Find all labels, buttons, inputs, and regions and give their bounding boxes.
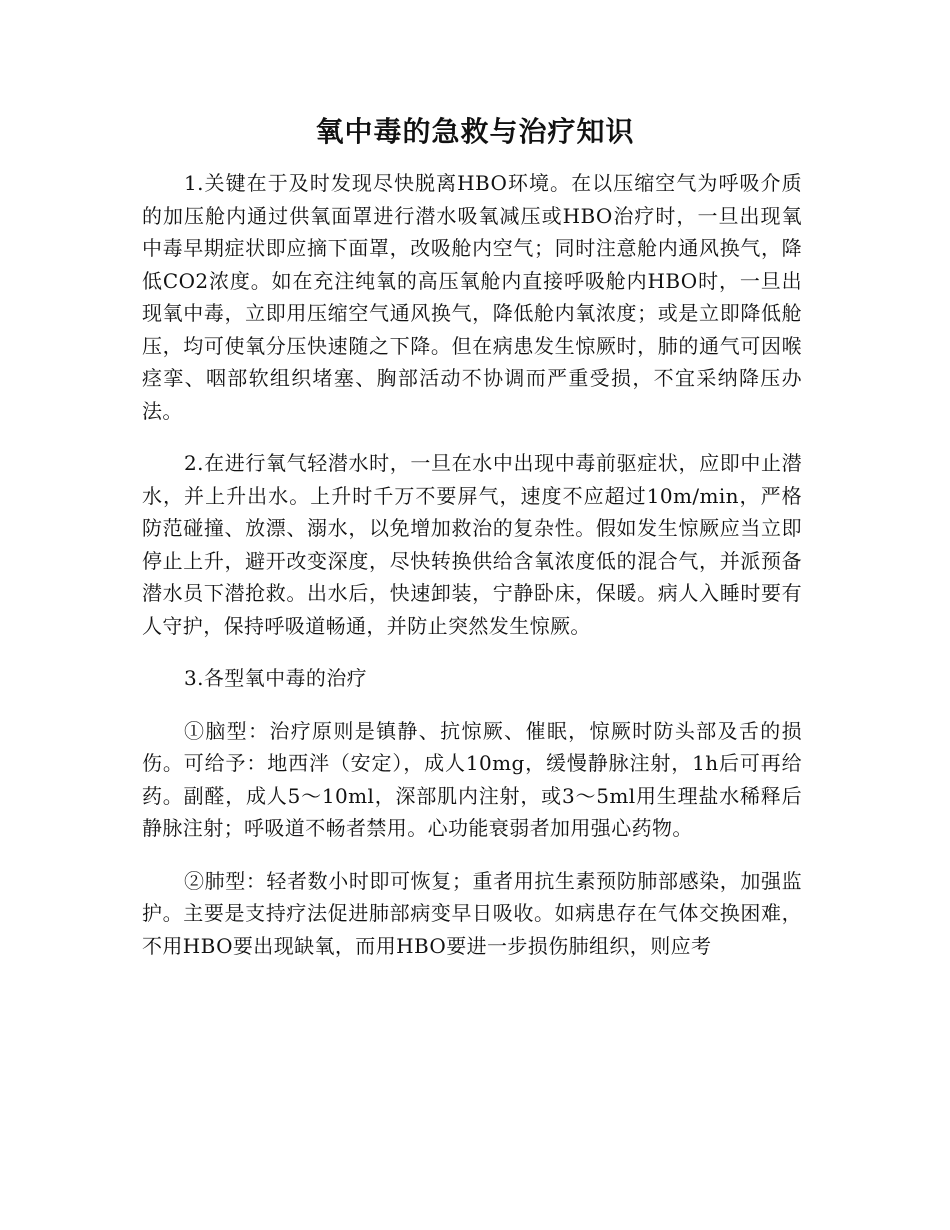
paragraph-2: 2.在进行氧气轻潜水时，一旦在水中出现中毒前驱症状，应即中止潜水，并上升出水。上升时千万不要屏气，速度不应超过10m/min，严格防范碰撞、放漂、溺水，以免增加救治的复杂性。假如发生惊厥应当立即停止上升，避开改变深度，尽快转换供给含氧浓度低的混合气，并派预备潜水员下潜抢救。出水后，快速卸装，宁静卧床，保暖。病人入睡时要有人守护，保持呼吸道畅通，并防止突然发生惊厥。 bbox=[142, 451, 802, 638]
paragraph-1: 1.关键在于及时发现尽快脱离HBO环境。在以压缩空气为呼吸介质的加压舱内通过供氧面罩进行潜水吸氧减压或HBO治疗时，一旦出现氧中毒早期症状即应摘下面罩，改吸舱内空气；同时注意舱内通风换气，降低CO2浓度。如在充注纯氧的高压氧舱内直接呼吸舱内HBO时，一旦出现氧中毒，立即用压缩空气通风换气，降低舱内氧浓度；或是立即降低舱压，均可使氧分压快速随之下降。但在病患发生惊厥时，肺的通气可因喉痉挛、咽部软组织堵塞、胸部活动不协调而严重受损，不宜采纳降压办法。 bbox=[142, 171, 802, 423]
paragraph-4: ①脑型：治疗原则是镇静、抗惊厥、催眠，惊厥时防头部及舌的损伤。可给予：地西泮（安定），成人10mg，缓慢静脉注射，1h后可再给药。副醛，成人5～10ml，深部肌内注射，或3～5ml用生理盐水稀释后静脉注射；呼吸道不畅者禁用。心功能衰弱者加用强心药物。 bbox=[142, 718, 802, 840]
paragraph-5: ②肺型：轻者数小时即可恢复；重者用抗生素预防肺部感染，加强监护。主要是支持疗法促进肺部病变早日吸收。如病患存在气体交换困难，不用HBO要出现缺氧，而用HBO要进一步损伤肺组织，则应考 bbox=[142, 868, 802, 958]
document-title: 氧中毒的急救与治疗知识 bbox=[315, 115, 635, 148]
document-body bbox=[142, 167, 802, 982]
paragraph-3-heading: 3.各型氧中毒的治疗 bbox=[184, 666, 368, 690]
